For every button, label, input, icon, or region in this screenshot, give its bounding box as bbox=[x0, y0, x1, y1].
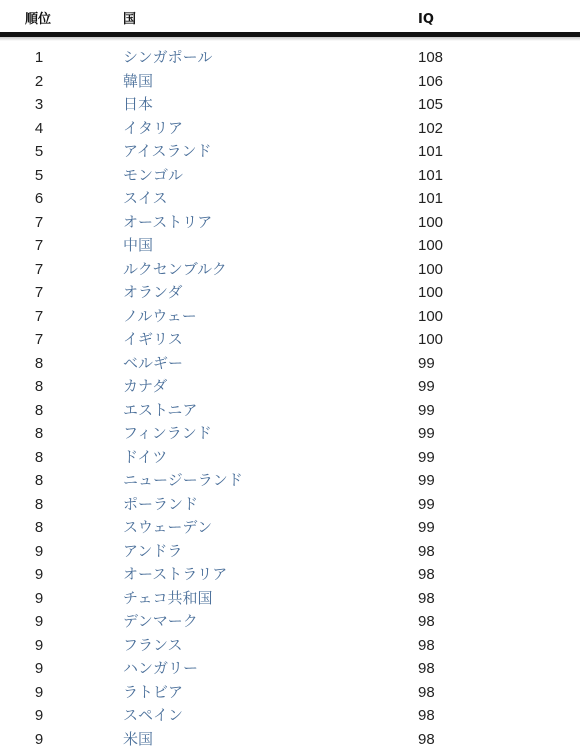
table-row bbox=[0, 446, 580, 470]
iq-cell: 101 bbox=[418, 190, 444, 207]
country-link[interactable]: スウェーデン bbox=[123, 518, 213, 536]
country-link[interactable]: 米国 bbox=[123, 729, 154, 748]
table-row bbox=[0, 211, 580, 235]
iq-cell: 99 bbox=[418, 472, 435, 489]
country-link[interactable]: ポーランド bbox=[123, 494, 199, 513]
iq-cell: 102 bbox=[418, 119, 444, 137]
rank-cell: 9 bbox=[34, 566, 44, 583]
rank-cell: 5 bbox=[34, 166, 44, 184]
table-row bbox=[0, 563, 580, 587]
rank-cell: 6 bbox=[34, 190, 44, 207]
table-row bbox=[0, 328, 580, 352]
rank-cell: 9 bbox=[34, 636, 44, 654]
iq-cell: 99 bbox=[418, 519, 435, 536]
rank-cell: 8 bbox=[34, 425, 44, 442]
rank-cell: 9 bbox=[34, 660, 44, 677]
rank-cell: 2 bbox=[34, 72, 44, 90]
rank-cell: 9 bbox=[34, 589, 44, 607]
table-row bbox=[0, 46, 580, 70]
country-link[interactable]: ハンガリー bbox=[123, 659, 199, 677]
rank-cell: 1 bbox=[34, 49, 44, 66]
iq-cell: 108 bbox=[418, 49, 444, 66]
table-row bbox=[0, 704, 580, 728]
country-link[interactable]: カナダ bbox=[123, 377, 168, 395]
country-link[interactable]: フランス bbox=[123, 635, 183, 654]
rank-cell: 7 bbox=[34, 307, 44, 325]
table-row bbox=[0, 375, 580, 399]
country-link[interactable]: オーストラリア bbox=[123, 565, 228, 583]
country-link[interactable]: イタリア bbox=[123, 118, 184, 137]
table-row bbox=[0, 352, 580, 376]
table-body bbox=[0, 46, 580, 751]
country-link[interactable]: ラトビア bbox=[123, 682, 184, 701]
country-link[interactable]: デンマーク bbox=[123, 612, 198, 630]
iq-cell: 99 bbox=[418, 448, 435, 466]
rank-cell: 9 bbox=[34, 613, 44, 630]
table-row bbox=[0, 70, 580, 94]
rank-cell: 9 bbox=[34, 542, 44, 560]
iq-cell: 105 bbox=[418, 96, 444, 113]
rank-cell: 8 bbox=[34, 495, 44, 513]
rank-cell: 4 bbox=[34, 119, 44, 137]
rank-cell: 7 bbox=[34, 260, 44, 278]
iq-cell: 100 bbox=[418, 307, 444, 325]
iq-cell: 100 bbox=[418, 260, 444, 278]
table-row bbox=[0, 305, 580, 329]
table-row bbox=[0, 587, 580, 611]
country-link[interactable]: ドイツ bbox=[123, 447, 168, 466]
table-row bbox=[0, 469, 580, 493]
iq-cell: 98 bbox=[418, 566, 435, 583]
table-row bbox=[0, 234, 580, 258]
rank-cell: 8 bbox=[34, 519, 44, 536]
country-link[interactable]: オーストリア bbox=[123, 212, 213, 231]
table-row bbox=[0, 634, 580, 658]
rank-cell: 3 bbox=[34, 96, 44, 113]
iq-cell: 101 bbox=[418, 166, 444, 184]
iq-cell: 98 bbox=[418, 636, 435, 654]
table-row bbox=[0, 164, 580, 188]
country-link[interactable]: オランダ bbox=[123, 283, 183, 301]
rank-cell: 8 bbox=[34, 354, 44, 372]
country-link[interactable]: スイス bbox=[123, 189, 168, 207]
iq-cell: 98 bbox=[418, 707, 435, 724]
iq-cell: 98 bbox=[418, 730, 435, 748]
iq-cell: 100 bbox=[418, 237, 444, 254]
column-header-iq: IQ bbox=[418, 12, 434, 27]
rank-cell: 8 bbox=[34, 472, 44, 489]
country-link[interactable]: ニュージーランド bbox=[123, 471, 243, 489]
table-header bbox=[0, 0, 580, 32]
iq-cell: 106 bbox=[418, 72, 444, 90]
table-row bbox=[0, 540, 580, 564]
country-link[interactable]: 中国 bbox=[123, 236, 154, 254]
rank-cell: 9 bbox=[34, 707, 44, 724]
iq-cell: 98 bbox=[418, 660, 435, 677]
iq-cell: 98 bbox=[418, 683, 435, 701]
table-row bbox=[0, 117, 580, 141]
country-link[interactable]: フィンランド bbox=[123, 424, 212, 442]
country-link[interactable]: ベルギー bbox=[123, 353, 184, 372]
country-link[interactable]: チェコ共和国 bbox=[123, 588, 213, 607]
iq-cell: 100 bbox=[418, 213, 444, 231]
table-row bbox=[0, 610, 580, 634]
rank-cell: 7 bbox=[34, 284, 44, 301]
iq-cell: 99 bbox=[418, 401, 435, 419]
table-row bbox=[0, 187, 580, 211]
rank-cell: 9 bbox=[34, 683, 44, 701]
iq-cell: 98 bbox=[418, 542, 435, 560]
iq-cell: 98 bbox=[418, 589, 435, 607]
country-link[interactable]: モンゴル bbox=[123, 165, 184, 184]
table-row bbox=[0, 493, 580, 517]
iq-cell: 99 bbox=[418, 425, 435, 442]
country-link[interactable]: 韓国 bbox=[123, 71, 154, 90]
iq-cell: 98 bbox=[418, 613, 435, 630]
table-row bbox=[0, 93, 580, 117]
iq-cell: 101 bbox=[418, 143, 444, 160]
table-row bbox=[0, 728, 580, 751]
rank-cell: 5 bbox=[34, 143, 44, 160]
table-row bbox=[0, 399, 580, 423]
table-row bbox=[0, 140, 580, 164]
country-link[interactable]: アイスランド bbox=[123, 142, 212, 160]
table-row bbox=[0, 422, 580, 446]
country-link[interactable]: スペイン bbox=[123, 706, 184, 724]
rank-cell: 8 bbox=[34, 448, 44, 466]
header-divider-shadow bbox=[0, 37, 580, 41]
iq-cell: 99 bbox=[418, 495, 435, 513]
iq-cell: 100 bbox=[418, 331, 444, 348]
iq-cell: 99 bbox=[418, 378, 435, 395]
rank-cell: 8 bbox=[34, 378, 44, 395]
rank-cell: 9 bbox=[34, 730, 44, 748]
country-link[interactable]: 日本 bbox=[123, 95, 154, 113]
country-link[interactable]: ノルウェー bbox=[123, 306, 197, 325]
rank-cell: 7 bbox=[34, 213, 44, 231]
table-row bbox=[0, 258, 580, 282]
rank-cell: 7 bbox=[34, 331, 44, 348]
rank-cell: 7 bbox=[34, 237, 44, 254]
iq-cell: 99 bbox=[418, 354, 435, 372]
table-row bbox=[0, 516, 580, 540]
country-link[interactable]: イギリス bbox=[123, 330, 183, 348]
column-header-rank: 順位 bbox=[25, 12, 52, 27]
country-link[interactable]: アンドラ bbox=[123, 541, 183, 560]
country-link[interactable]: シンガポール bbox=[123, 48, 213, 66]
iq-cell: 100 bbox=[418, 284, 444, 301]
table-row bbox=[0, 657, 580, 681]
table-row bbox=[0, 281, 580, 305]
rank-cell: 8 bbox=[34, 401, 44, 419]
table-row bbox=[0, 681, 580, 705]
country-link[interactable]: ルクセンブルク bbox=[123, 259, 227, 278]
column-header-country: 国 bbox=[123, 12, 137, 27]
country-link[interactable]: エストニア bbox=[123, 400, 198, 419]
